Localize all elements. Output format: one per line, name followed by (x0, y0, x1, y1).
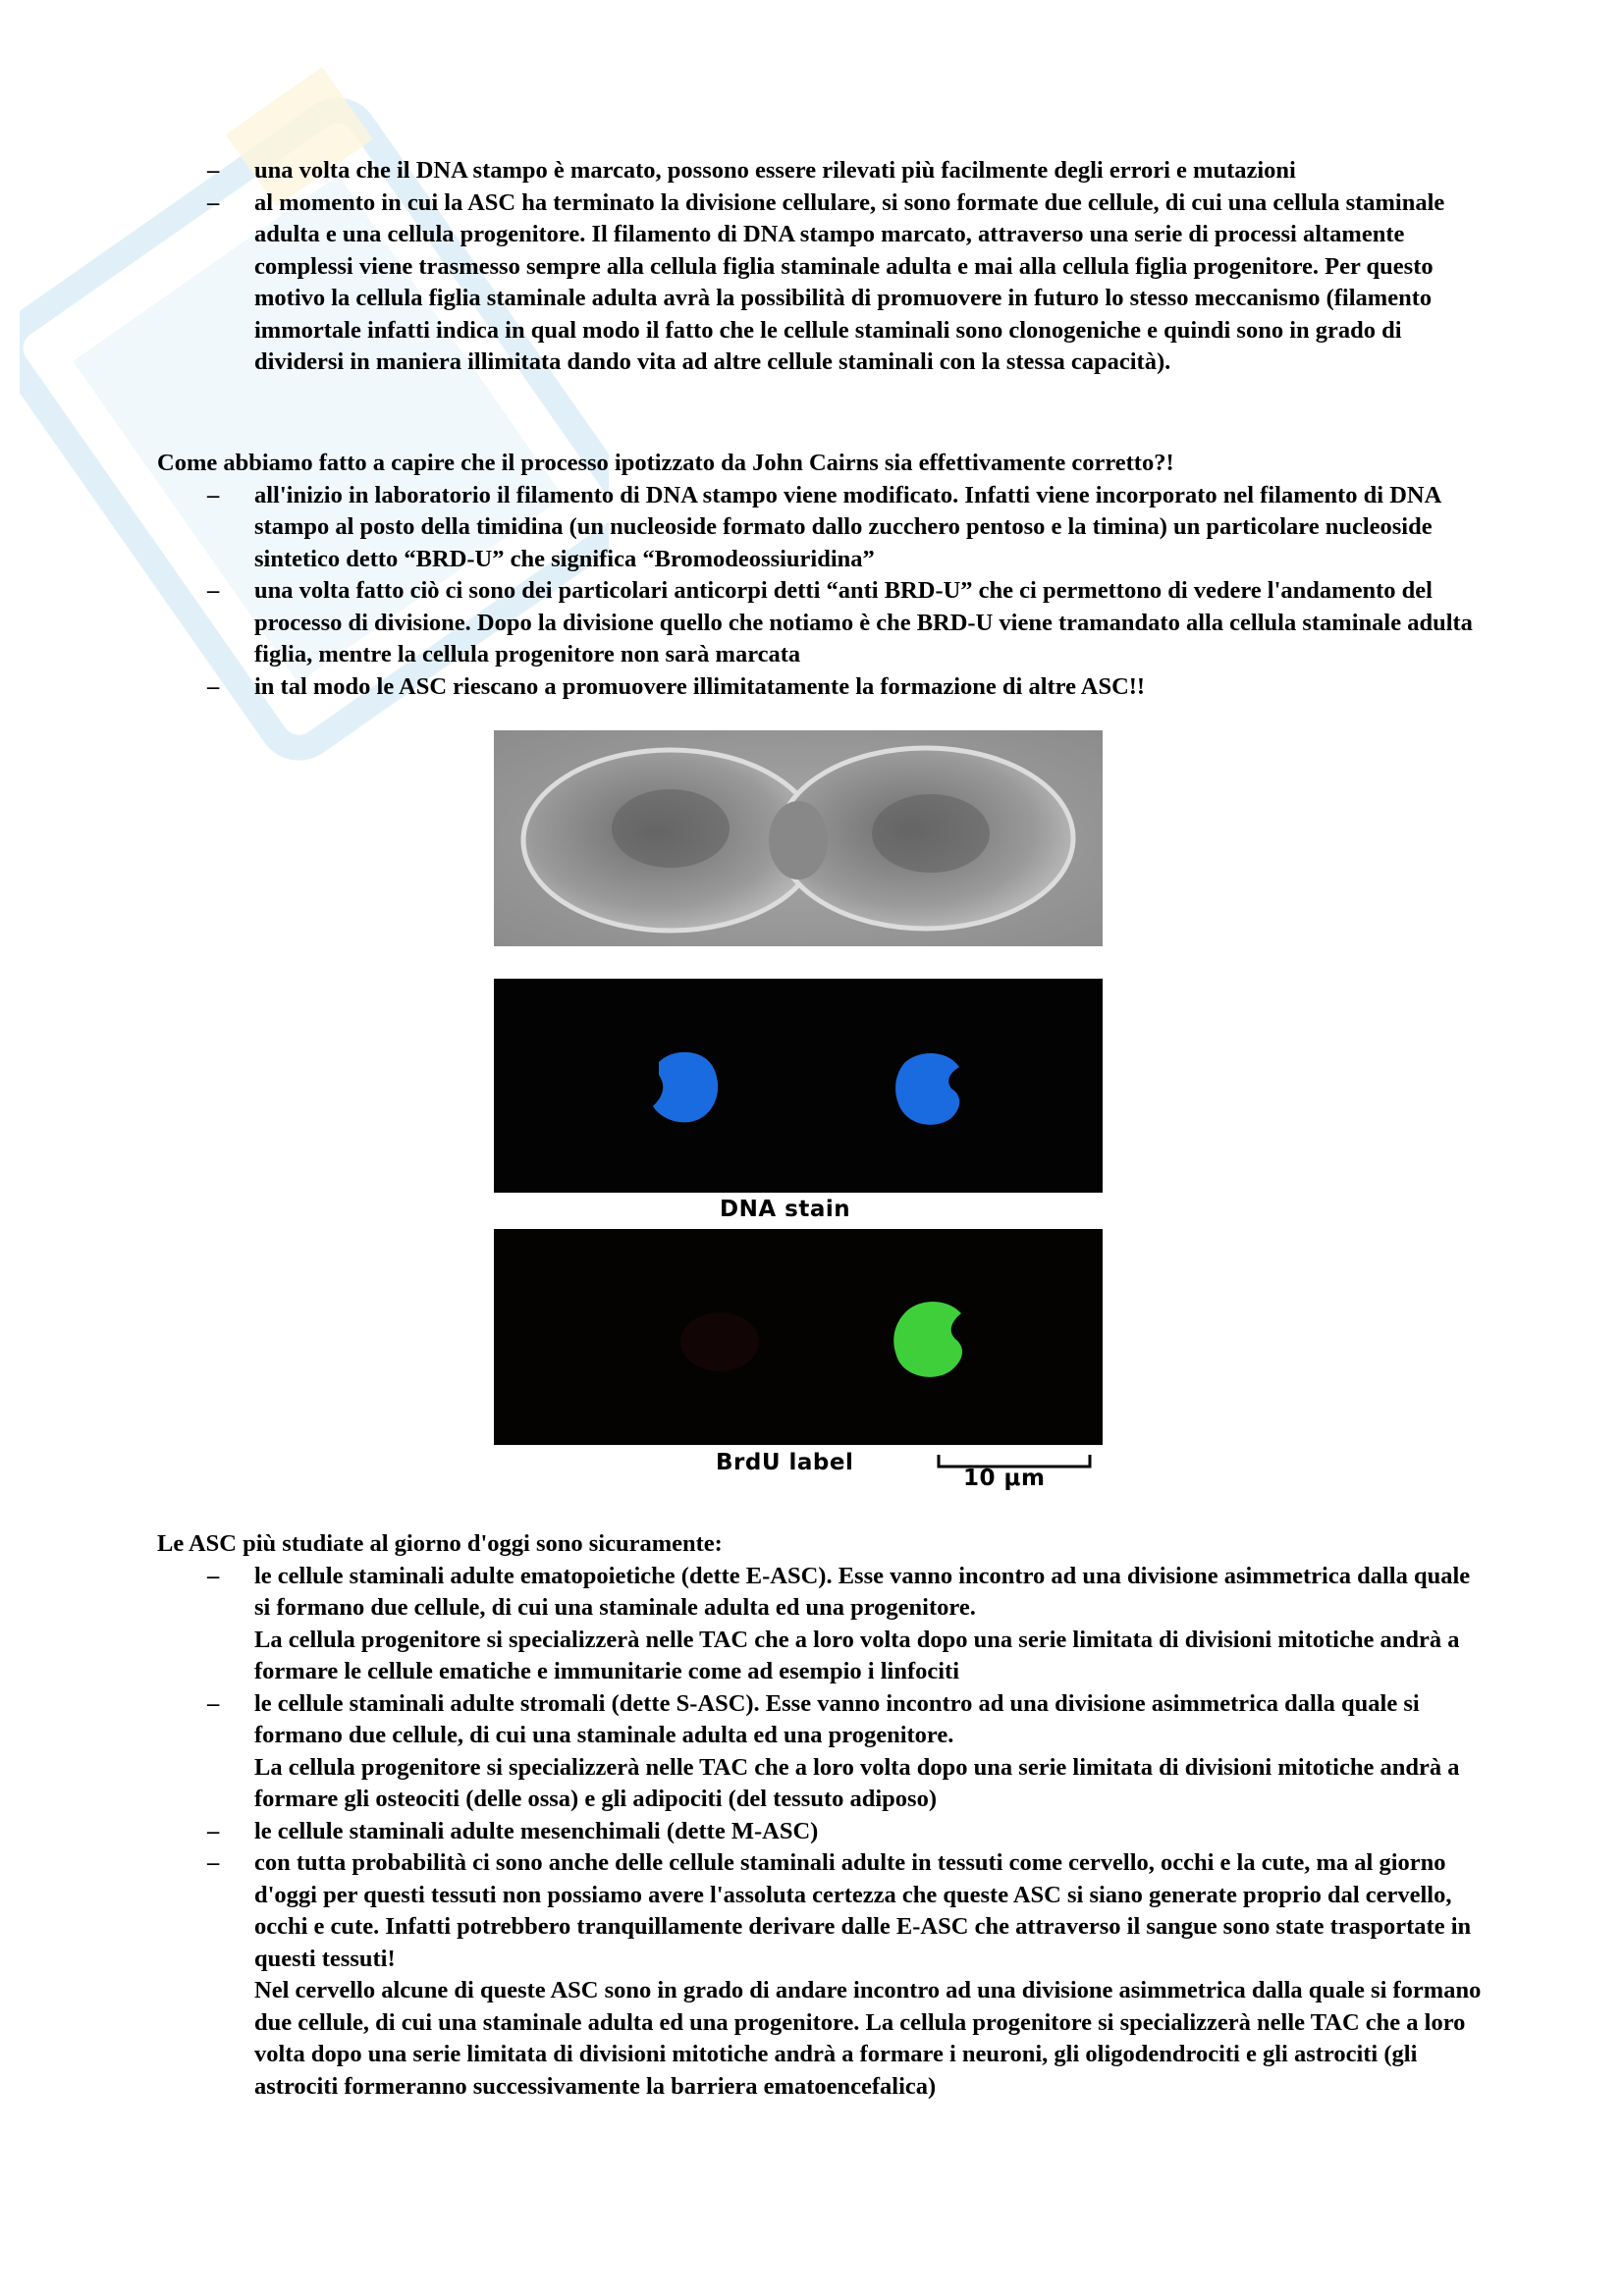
question-text: Come abbiamo fatto a capire che il processo ipotizzato da John Cairns sia effettivamente corretto?! (157, 450, 1174, 476)
paragraph: – le cellule staminali adulte stromali (dette S-ASC). Esse vanno incontro ad una divisione asimmetrica dalla quale si formano due cellule, di cui una staminale adulta ed una progenitore. (254, 1689, 1420, 1748)
paragraph: Nel cervello alcune di queste ASC sono in grado di andare incontro ad una divisione asimmetrica dalla quale si formano due cellule, di cui una staminale adulta ed una progenitore. La cellula progenitore si specializzerà nelle TAC che a loro volta dopo una serie limitata di divisioni mitotiche andrà a formare i neuroni, gli oligodendrociti e gli astrociti (gli astrociti formeranno successivamente la barriera ematoencefalica) (254, 1977, 1482, 2100)
asc-list (157, 1561, 1483, 2104)
brdu-label-image (494, 1229, 1103, 1445)
paragraph: – le cellule staminali adulte mesenchimali (dette M-ASC) (254, 1817, 819, 1844)
paragraph: La cellula progenitore si specializzerà nelle TAC che a loro volta dopo una serie limitata di divisioni mitotiche andrà a formare gli osteociti (delle ossa) e gli adipociti (del tessuto adiposo) (254, 1753, 1460, 1812)
list-item: – in tal modo le ASC riescano a promuovere illimitatamente la formazione di altre ASC!! (157, 671, 1483, 704)
microscopy-figure (494, 730, 1103, 1491)
asc-section (157, 1528, 1483, 2103)
list-item: – al momento in cui la ASC ha terminato la divisione cellulare, si sono formate due cellule, di cui una cellula staminale adulta e una cellula progenitore. Il filamento di DNA stampo marcato, attraverso una serie di processi altamente complessi viene trasmesso sempre alla cellula figlia staminale adulta e mai alla cellula figlia progenitore. Per questo motivo la cellula figlia staminale adulta avrà la possibilità di promuovere in futuro lo stesso meccanismo (filamento immortale infatti indica in qual modo il fatto che le cellule staminali sono clonogeniche e quindi sono in grado di dividersi in maniera illimitata dando vita ad altre cellule staminali con la stessa capacità). (157, 187, 1483, 379)
top-list-section (157, 155, 1483, 379)
brdu-label: BrdU label (716, 1450, 854, 1475)
list-item: – una volta che il DNA stampo è marcato, possono essere rilevati più facilmente degli errori e mutazioni (157, 155, 1483, 187)
phase-contrast-image (494, 730, 1103, 946)
scale-bar-label: 10 μm (963, 1466, 1046, 1491)
list-item (157, 1561, 1483, 1688)
question-section (157, 448, 1483, 703)
paragraph: La cellula progenitore si specializzerà nelle TAC che a loro volta dopo una serie limitata di divisioni mitotiche andrà a formare le cellule ematiche e immunitarie come ad esempio i linfociti (254, 1626, 1460, 1684)
list-item (157, 1847, 1483, 2103)
top-list (157, 155, 1483, 379)
asc-intro-text: Le ASC più studiate al giorno d'oggi sono sicuramente: (157, 1530, 723, 1557)
list-item (157, 1688, 1483, 1816)
list-item: – all'inizio in laboratorio il filamento di DNA stampo viene modificato. Infatti viene incorporato nel filamento di DNA stampo al posto della timidina (un nucleoside formato dallo zucchero pentoso e la timina) un particolare nucleoside sintetico detto “BRD-U” che significa “Bromodeossiuridina” (157, 480, 1483, 576)
list-item (157, 1816, 1483, 1848)
paragraph: – con tutta probabilità ci sono anche delle cellule staminali adulte in tessuti come cervello, occhi e la cute, ma al giorno d'oggi per questi tessuti non possiamo avere l'assoluta certezza che queste ASC si siano generate proprio dal cervello, occhi e cute. Infatti potrebbero tranquillamente derivare dalle E-ASC che attraverso il sangue sono state trasportate in questi tessuti! (254, 1849, 1472, 1972)
question-list (157, 480, 1483, 704)
paragraph: – le cellule staminali adulte ematopoietiche (dette E-ASC). Esse vanno incontro ad una divisione asimmetrica dalla quale si formano due cellule, di cui una staminale adulta ed una progenitore. (254, 1562, 1471, 1621)
dna-stain-image (494, 979, 1103, 1193)
list-item: – una volta fatto ciò ci sono dei particolari anticorpi detti “anti BRD-U” che ci permettono di vedere l'andamento del processo di divisione. Dopo la divisione quello che notiamo è che BRD-U viene tramandato alla cellula staminale adulta figlia, mentre la cellula progenitore non sarà marcata (157, 575, 1483, 671)
dna-stain-label: DNA stain (720, 1197, 851, 1222)
